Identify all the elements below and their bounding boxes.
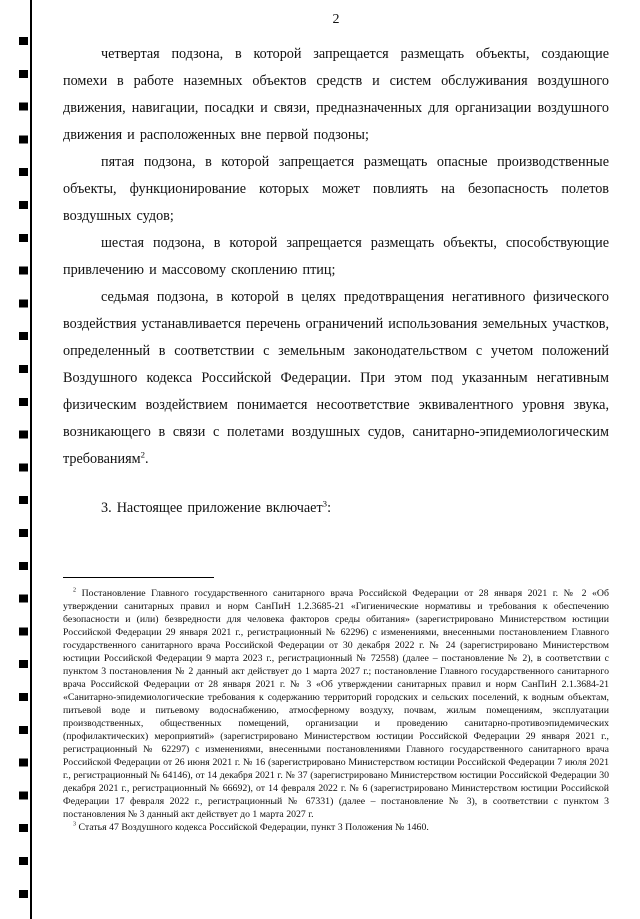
footnote-ref-3: 3	[322, 498, 328, 509]
paragraph-text: пятая подзона, в которой запрещается размещать опасные производственные объекты, функционирование которых может повлиять на безопасность полетов воздушных судов;	[63, 154, 609, 224]
footnote-section	[63, 577, 609, 834]
paragraph-text: 3. Настоящее приложение включает	[101, 500, 323, 516]
paragraph-fifth-subzone	[63, 149, 609, 230]
paragraph-seventh-subzone	[63, 284, 609, 473]
page-number: 2	[332, 12, 340, 27]
paragraph-sixth-subzone	[63, 230, 609, 284]
footnote-3	[63, 821, 609, 834]
paragraph-text: четвертая подзона, в которой запрещается размещать объекты, создающие помехи в работе наземных объектов средств и систем обслуживания воздушного движения, навигации, посадки и связи, предназначенных для организации воздушного движения и расположенных вне первой подзоны;	[63, 46, 609, 143]
paragraph-tail: .	[144, 451, 149, 467]
scan-edge-line	[30, 0, 32, 919]
footnote-2	[63, 587, 609, 821]
footnote-separator	[63, 577, 214, 578]
footnote-marker-2: 2	[73, 587, 77, 594]
paragraph-text: шестая подзона, в которой запрещается размещать объекты, способствующие привлечению и массовому скоплению птиц;	[63, 235, 609, 278]
document-body	[63, 41, 609, 522]
scan-registration-marks	[19, 37, 28, 903]
paragraph-item-3	[63, 495, 609, 522]
paragraph-tail: :	[327, 500, 332, 516]
paragraph-text: седьмая подзона, в которой в целях предотвращения негативного физического воздействия устанавливается перечень ограничений использования земельных участков, определенный в соответствии с земельным законодательством с учетом положений Воздушного кодекса Российской Федерации. При этом под указанным негативным физическим воздействием понимается несоответствие эквивалентного уровня звука, возникающего в связи с полетами воздушных судов, санитарно-эпидемиологическим требованиям	[63, 289, 609, 467]
footnote-text: Постановление Главного государственного санитарного врача Российской Федерации от 28 января 2021 г. № 2 «Об утверждении санитарных правил и норм СанПиН 1.2.3685-21 «Гигиенические нормативы и требования к обеспечению безопасности и (или) безвредности для человека факторов среды обитания» (зарегистрировано Министерством юстиции Российской Федерации 29 января 2021 г., регистрационный № 62296) с изменениями, внесенными постановлением Главного государственного санитарного врача Российской Федерации от 30 декабря 2022 г. № 24 (зарегистрировано Министерством юстиции Российской Федерации 9 марта 2023 г., регистрационный № 72558) (далее – постановление № 2), в соответствии с пунктом 3 постановления № 2 данный акт действует до 1 марта 2027 г.; постановление Главного государственного санитарного врача Российской Федерации от 28 января 2021 г. № 3 «Об утверждении санитарных правил и норм СанПиН 2.1.3684-21 «Санитарно-эпидемиологические требования к содержанию территорий городских и сельских поселений, к водным объектам, питьевой воде и питьевому водоснабжению, атмосферному воздуху, почвам, жилым помещениям, эксплуатации производственных, общественных помещений, организации и проведению санитарно-противоэпидемических (профилактических) мероприятий» (зарегистрировано Министерством юстиции Российской Федерации 29 января 2021 г., регистрационный № 62297) с изменениями, внесенными постановлениями Главного государственного санитарного врача Российской Федерации от 26 июня 2021 г. № 16 (зарегистрировано Министерством юстиции Российской Федерации 7 июля 2021 г., регистрационный № 64146), от 14 декабря 2021 г. № 37 (зарегистрировано Министерством юстиции Российской Федерации 30 декабря 2021 г., регистрационный № 66692), от 14 февраля 2022 г. № 6 (зарегистрировано Министерством юстиции Российской Федерации 17 февраля 2022 г., регистрационный № 67331) (далее – постановление № 3), в соответствии с пунктом 3 постановления № 3 данный акт действует до 1 марта 2027 г.	[63, 588, 609, 820]
paragraph-fourth-subzone	[63, 41, 609, 149]
footnote-marker-3: 3	[73, 821, 77, 828]
footnote-text: Статья 47 Воздушного кодекса Российской Федерации, пункт 3 Положения № 1460.	[78, 822, 429, 833]
footnote-ref-2: 2	[140, 449, 145, 460]
